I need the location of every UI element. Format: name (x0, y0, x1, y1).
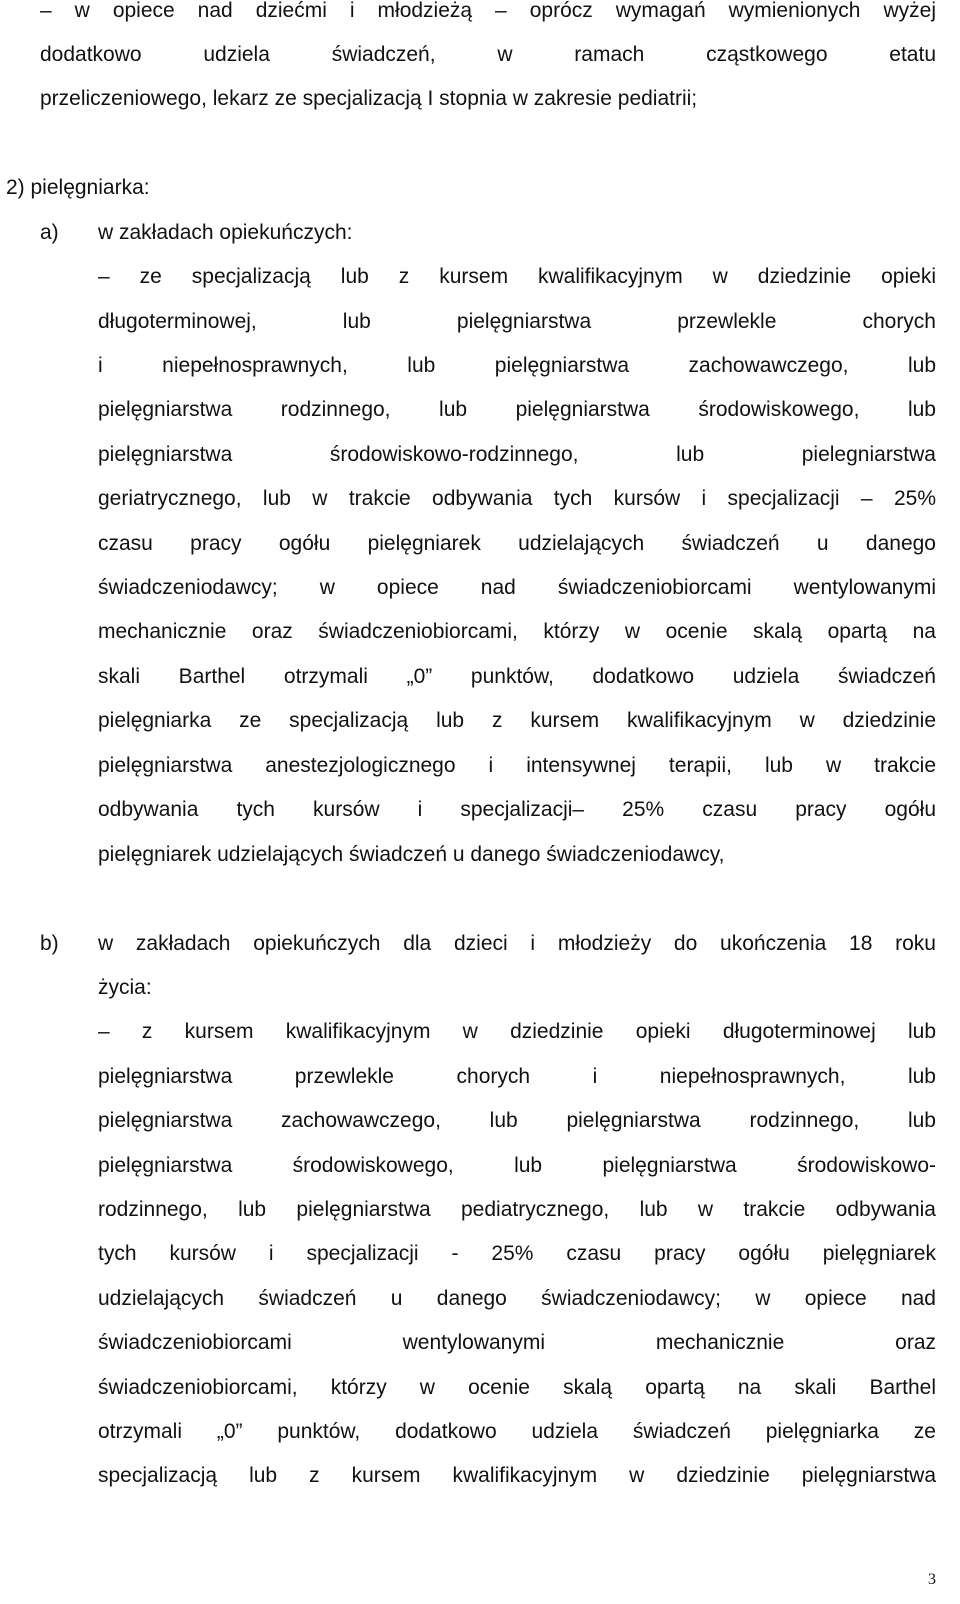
sublist-heading: w zakładach opiekuńczych: (98, 221, 353, 244)
page-number: 3 (928, 1571, 936, 1588)
text-line: rodzinnego, lub pielęgniarstwa pediatrycznego, lub w trakcie odbywania (98, 1198, 936, 1221)
text-line: – w opiece nad dziećmi i młodzieżą – oprócz wymagań wymienionych wyżej (40, 0, 936, 22)
text-line: pielęgniarstwa środowiskowo-rodzinnego, lub pielegniarstwa (98, 443, 936, 466)
text-line: pielęgniarstwa rodzinnego, lub pielęgniarstwa środowiskowego, lub (98, 398, 936, 421)
text-line: świadczeniobiorcami, którzy w ocenie skalą opartą na skali Barthel (98, 1376, 936, 1399)
text-line: tych kursów i specjalizacji - 25% czasu pracy ogółu pielęgniarek (98, 1242, 936, 1265)
text-line: udzielających świadczeń u danego świadczeniodawcy; w opiece nad (98, 1287, 936, 1310)
text-line: pielęgniarek udzielających świadczeń u danego świadczeniodawcy, (98, 843, 725, 866)
text-line: czasu pracy ogółu pielęgniarek udzielających świadczeń u danego (98, 532, 936, 555)
text-line: świadczeniodawcy; w opiece nad świadczeniobiorcami wentylowanymi (98, 576, 936, 599)
text-line: w zakładach opiekuńczych dla dzieci i młodzieży do ukończenia 18 roku (98, 932, 936, 955)
text-line: – z kursem kwalifikacyjnym w dziedzinie opieki długoterminowej lub (98, 1020, 936, 1043)
text-line: długoterminowej, lub pielęgniarstwa przewlekle chorych (98, 310, 936, 333)
text-line: specjalizacją lub z kursem kwalifikacyjnym w dziedzinie pielęgniarstwa (98, 1464, 936, 1487)
text-line: życia: (98, 976, 152, 999)
list-item-label: 2) pielęgniarka: (6, 176, 150, 199)
text-line: mechanicznie oraz świadczeniobiorcami, którzy w ocenie skalą opartą na (98, 620, 936, 643)
text-line: odbywania tych kursów i specjalizacji– 25% czasu pracy ogółu (98, 798, 936, 821)
text-line: pielęgniarstwa środowiskowego, lub pielęgniarstwa środowiskowo- (98, 1154, 936, 1177)
text-line: dodatkowo udziela świadczeń, w ramach cząstkowego etatu (40, 43, 936, 66)
text-line: otrzymali „0” punktów, dodatkowo udziela świadczeń pielęgniarka ze (98, 1420, 936, 1443)
text-line: pielęgniarstwa zachowawczego, lub pielęgniarstwa rodzinnego, lub (98, 1109, 936, 1132)
sublist-marker: a) (40, 221, 59, 244)
text-line: pielęgniarstwa anestezjologicznego i intensywnej terapii, lub w trakcie (98, 754, 936, 777)
sublist-marker: b) (40, 932, 59, 955)
text-line: skali Barthel otrzymali „0” punktów, dodatkowo udziela świadczeń (98, 665, 936, 688)
text-line: geriatrycznego, lub w trakcie odbywania tych kursów i specjalizacji – 25% (98, 487, 936, 510)
text-line: pielęgniarka ze specjalizacją lub z kursem kwalifikacyjnym w dziedzinie (98, 709, 936, 732)
text-line: – ze specjalizacją lub z kursem kwalifikacyjnym w dziedzinie opieki (98, 265, 936, 288)
text-line: pielęgniarstwa przewlekle chorych i niepełnosprawnych, lub (98, 1065, 936, 1088)
text-line: przeliczeniowego, lekarz ze specjalizacją I stopnia w zakresie pediatrii; (40, 87, 698, 110)
text-line: i niepełnosprawnych, lub pielęgniarstwa zachowawczego, lub (98, 354, 936, 377)
text-line: świadczeniobiorcami wentylowanymi mechanicznie oraz (98, 1331, 936, 1354)
